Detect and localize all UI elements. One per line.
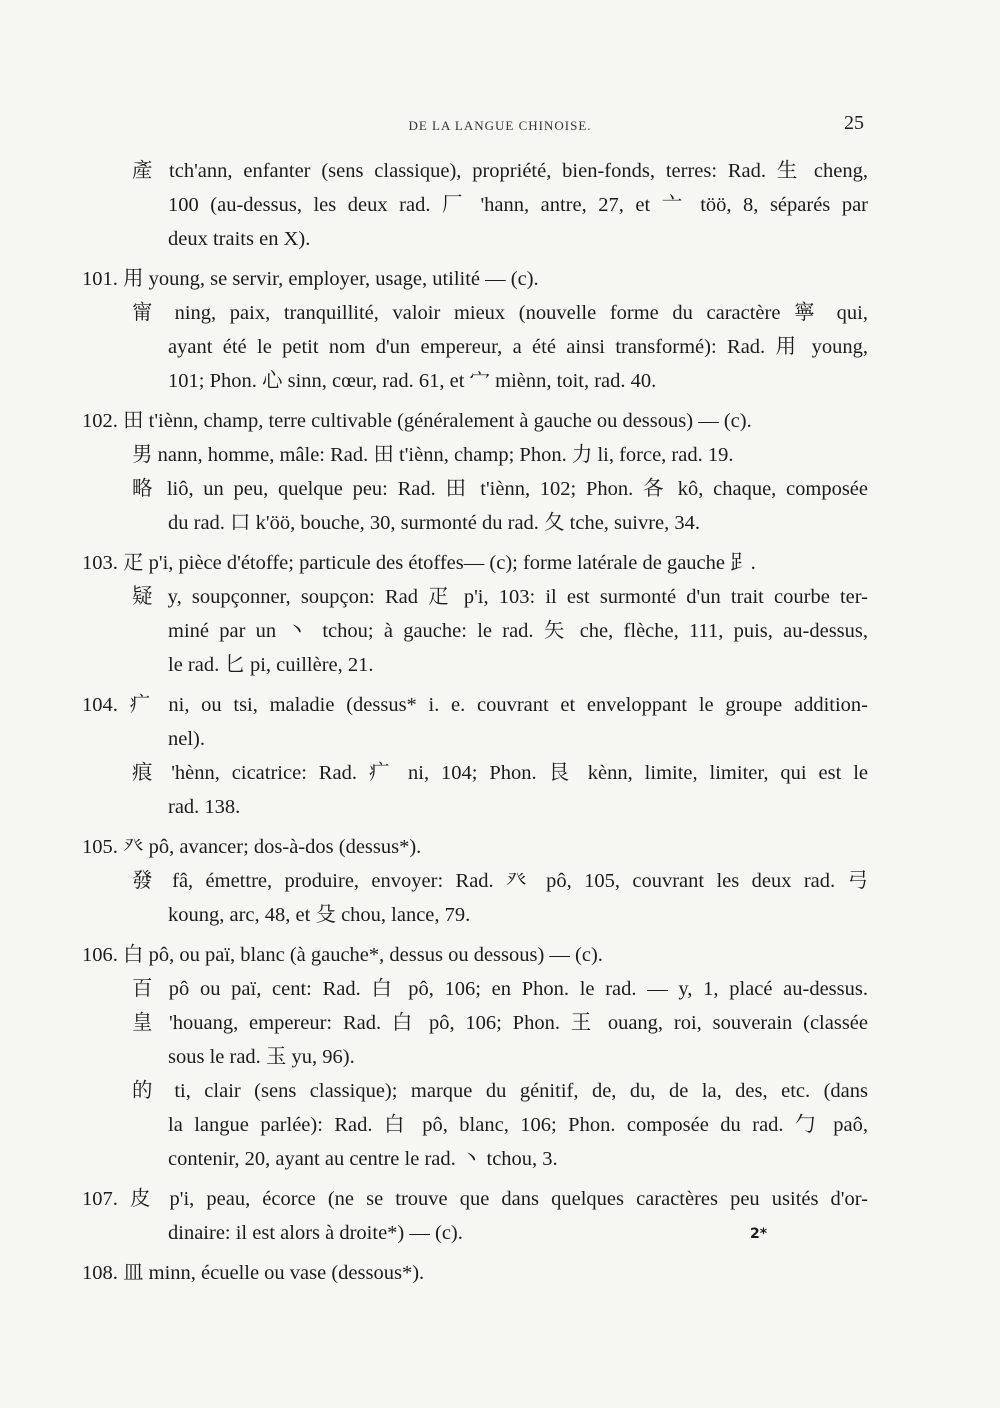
running-title: DE LA LANGUE CHINOISE. <box>408 118 592 133</box>
text-line: 的 ti, clair (sens classique); marque du génitif, de, du, de la, des, etc. (dans <box>132 1080 868 1102</box>
entry-105-line: 105. 癶 pô, avancer; dos-à-dos (dessus*). <box>82 836 422 858</box>
text-line: ayant été le petit nom d'un empereur, a été ainsi transformé): Rad. 用 young, <box>168 336 868 358</box>
text-line: 男 nann, homme, mâle: Rad. 田 t'iènn, champ; Phon. 力 li, force, rad. 19. <box>132 444 734 466</box>
text-line: dinaire: il est alors à droite*) — (c). <box>168 1222 463 1244</box>
text-line: contenir, 20, ayant au centre le rad. 丶 tchou, 3. <box>168 1148 558 1170</box>
text-line: 產 tch'ann, enfanter (sens classique), propriété, bien-fonds, terres: Rad. 生 cheng, <box>132 160 868 182</box>
text-line: 甯 ning, paix, tranquillité, valoir mieux (nouvelle forme du caractère 寧 qui, <box>132 302 868 324</box>
page-number: 25 <box>844 112 864 134</box>
entry-106-line: 106. 白 pô, ou paï, blanc (à gauche*, dessus ou dessous) — (c). <box>82 944 603 966</box>
text-line: 百 pô ou paï, cent: Rad. 白 pô, 106; en Phon. le rad. — y, 1, placé au-dessus. <box>132 978 868 1000</box>
entry-102-line: 102. 田 t'iènn, champ, terre cultivable (généralement à gauche ou dessous) — (c). <box>82 410 752 432</box>
entry-103-line: 103. 疋 p'i, pièce d'étoffe; particule des étoffes— (c); forme latérale de gauche 𧾷. <box>82 552 756 574</box>
text-line: 疑 y, soupçonner, soupçon: Rad 疋 p'i, 103: il est surmonté d'un trait courbe ter- <box>132 586 868 608</box>
text-line: rad. 138. <box>168 796 241 818</box>
sheet-signature: 2* <box>750 1226 768 1242</box>
text-line: koung, arc, 48, et 殳 chou, lance, 79. <box>168 904 471 926</box>
entry-107-line: 107. 皮 p'i, peau, écorce (ne se trouve que dans quelques caractères peu usités d'or- <box>82 1188 868 1210</box>
text-line: du rad. 口 k'öö, bouche, 30, surmonté du rad. 夂 tche, suivre, 34. <box>168 512 701 534</box>
text-line: sous le rad. 玉 yu, 96). <box>168 1046 355 1068</box>
text-line: le rad. 匕 pi, cuillère, 21. <box>168 654 374 676</box>
text-line: 皇 'houang, empereur: Rad. 白 pô, 106; Phon. 王 ouang, roi, souverain (classée <box>132 1012 868 1034</box>
text-line: 101; Phon. 心 sinn, cœur, rad. 61, et 宀 miènn, toit, rad. 40. <box>168 370 657 392</box>
text-line: 100 (au-dessus, les deux rad. 厂 'hann, antre, 27, et 亠 töö, 8, séparés par <box>168 194 868 216</box>
entry-108-line: 108. 皿 minn, écuelle ou vase (dessous*). <box>82 1262 425 1284</box>
dictionary-body <box>82 154 868 1290</box>
text-line: 略 liô, un peu, quelque peu: Rad. 田 t'iènn, 102; Phon. 各 kô, chaque, composée <box>132 478 868 500</box>
text-line: miné par un 丶 tchou; à gauche: le rad. 矢 che, flèche, 111, puis, au-dessus, <box>168 620 868 642</box>
entry-104-line: 104. 疒 ni, ou tsi, maladie (dessus* i. e. couvrant et enveloppant le groupe addition- <box>82 694 868 716</box>
text-line: deux traits en X). <box>168 228 311 250</box>
text-line: la langue parlée): Rad. 白 pô, blanc, 106; Phon. composée du rad. 勹 paô, <box>168 1114 868 1136</box>
text-line: 痕 'hènn, cicatrice: Rad. 疒 ni, 104; Phon. 艮 kènn, limite, limiter, qui est le <box>132 762 868 784</box>
entry-101-line: 101. 用 young, se servir, employer, usage, utilité — (c). <box>82 268 539 290</box>
text-line: 發 fâ, émettre, produire, envoyer: Rad. 癶 pô, 105, couvrant les deux rad. 弓 <box>132 870 868 892</box>
text-line: nel). <box>168 728 205 750</box>
